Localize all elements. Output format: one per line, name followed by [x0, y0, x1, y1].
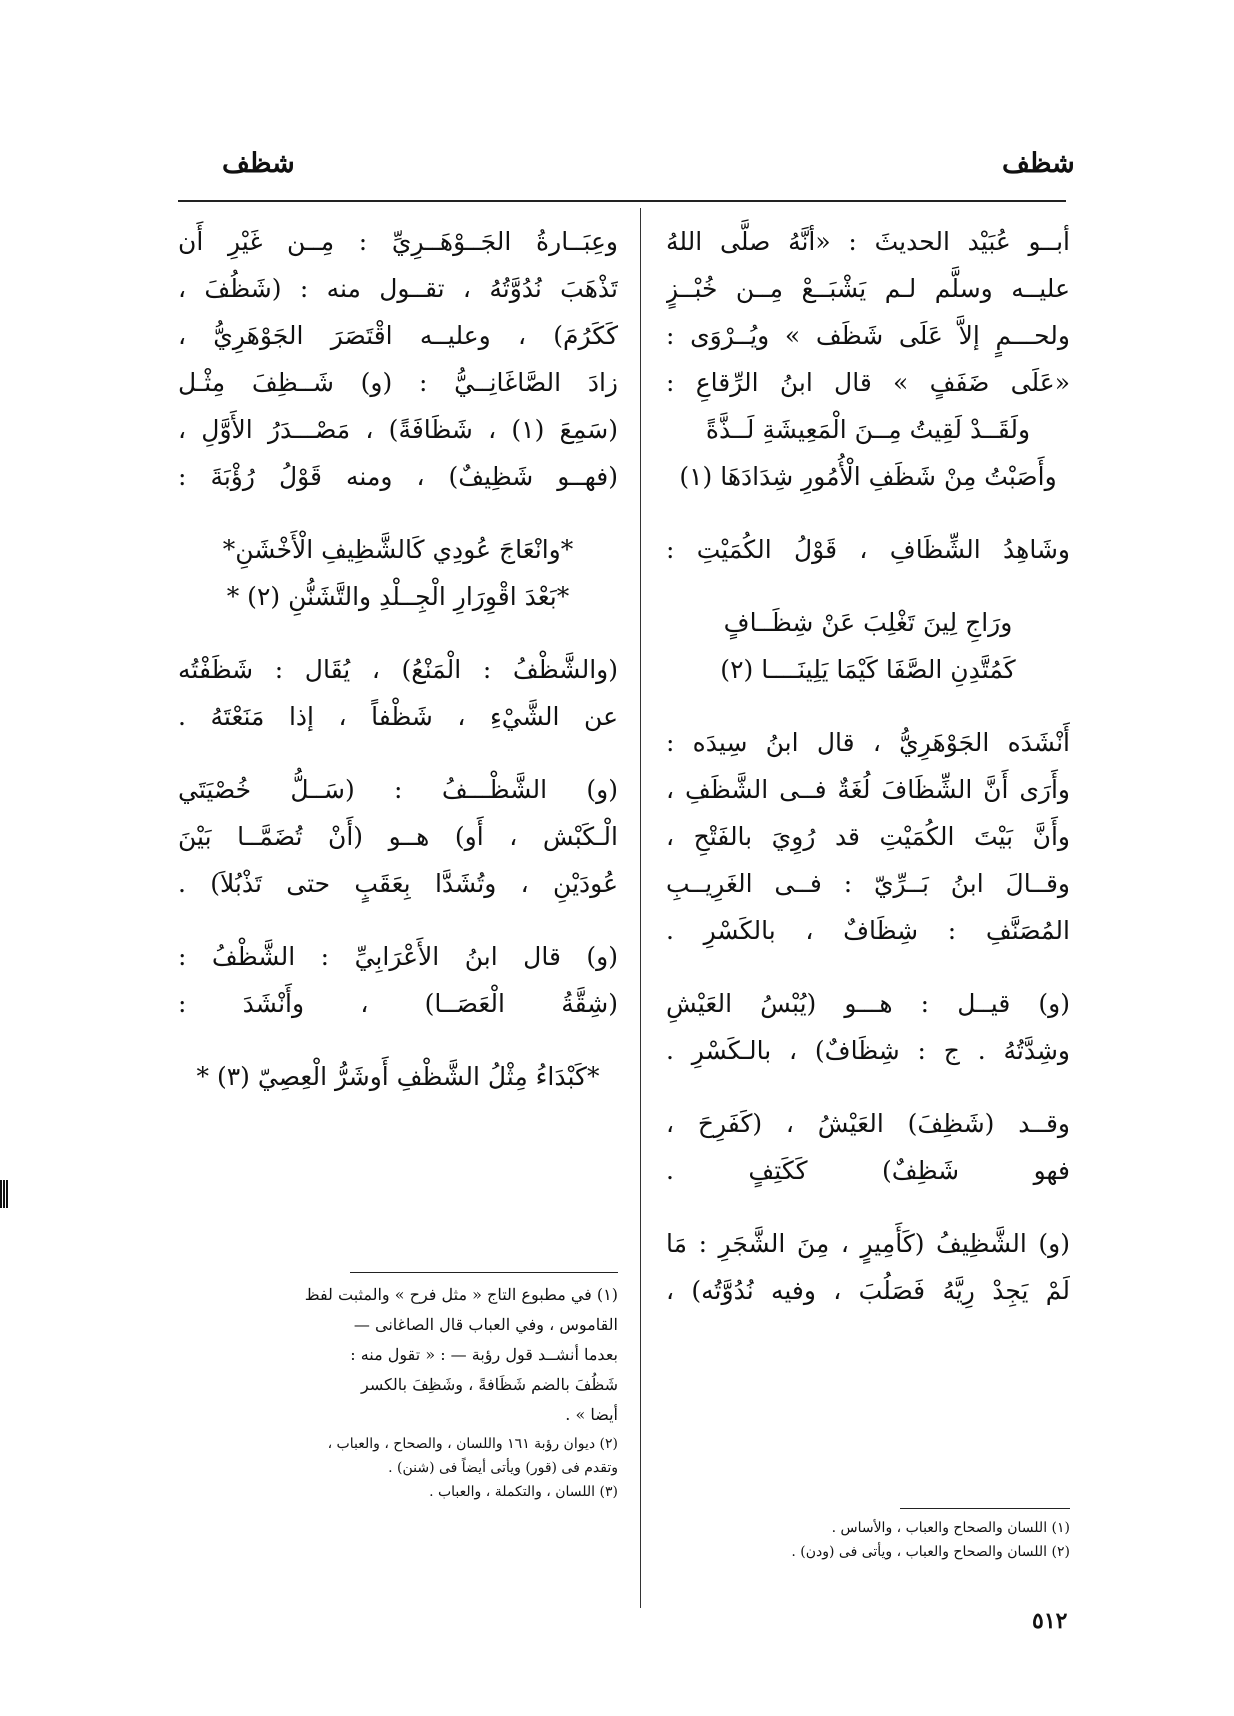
text-line: (و) الشَّظْـــفُ : (سَــلُّ خُصْيَتَي: [178, 775, 618, 804]
footnote-line: (٣) اللسان ، والتكملة ، والعباب .: [429, 1484, 618, 1500]
footnotes-right: [666, 1516, 1070, 1564]
footnote-rule-right: [900, 1508, 1070, 1509]
page-number: ٥١٢: [1032, 1608, 1068, 1634]
footnote-line: شَظُفَ بالضم شَظَافةً ، وشَظِفَ بالكسر: [360, 1375, 618, 1394]
text-line: الْـكَبْش ، أَو) هــو (أَنْ تُضَمَّــا بَيْنَ: [178, 822, 618, 851]
text-line: عُودَيْنِ ، وتُشَدَّا بِعَقَبٍ حتى تَذْبُلاَ) .: [178, 869, 618, 898]
text-line: عليــه وسلَّم لـم يَشْبَــعْ مِــن خُبْــزٍ: [666, 274, 1070, 303]
footnotes-left-2: [178, 1432, 618, 1504]
text-line: «عَلَى ضَفَفٍ » قال ابنُ الرِّقاعِ :: [666, 368, 1070, 397]
text-line: أبــو عُبَيْد الحديثَ : «أنَّهُ صلَّى اللهُ: [666, 227, 1070, 256]
text-line: أَنْشَدَه الجَوْهَرِيُّ ، قال ابنُ سِيدَه :: [666, 728, 1070, 757]
text-line: تَذْهَبَ نُدُوَّتُهُ ، تقــول منه : (شَظُفَ ،: [178, 274, 618, 303]
footnote-line: أيضا » .: [565, 1405, 618, 1424]
text-line: (سَمِعَ (١) ، شَظَافَةً) ، مَصْـــدَرُ الأَوَّلِ ،: [178, 415, 618, 444]
footnote-line: (٢) ديوان رؤبة ١٦١ واللسان ، والصحاح ، والعباب ،: [327, 1436, 618, 1452]
text-line: (و) الشَّظِيفُ (كَأَمِيرٍ ، مِنَ الشَّجَرِ : مَا: [666, 1229, 1070, 1258]
left-column: [178, 218, 618, 1100]
text-line: المُصَنَّفِ : شِظَافٌ ، بالكَسْرِ .: [666, 916, 1070, 945]
text-line: كَكَرُمَ) ، وعليــه اقْتَصَرَ الجَوْهَرِيُّ ،: [178, 321, 618, 350]
verse-line: *وانْعَاجَ عُودِي كَالشَّظِيفِ الْأَخْشَنِ*: [222, 535, 574, 564]
footnote-line: بعدما أنشــد قول رؤبة — : « تقول منه :: [350, 1345, 618, 1364]
verse-line: وأَصَبْتُ مِنْ شَظَفِ الْأُمُورِ شِدَادَهَا (١): [679, 462, 1057, 491]
footnote-line: (١) اللسان والصحاح والعباب ، والأساس .: [831, 1520, 1070, 1536]
verse-line: كَمُتَّدِنِ الصَّفَا كَيْمَا يَلِينَــــا (٢): [720, 655, 1016, 684]
binding-edge-marks: [0, 1180, 8, 1208]
verse-line: ولَقَــدْ لَقِيتُ مِــنَ الْمَعِيشَةِ لَــذَّةً: [705, 415, 1031, 444]
footnote-line: وتقدم فى (قور) ويأتى أيضاً فى (شنن) .: [388, 1460, 618, 1476]
footnote-line: القاموس ، وفي العباب قال الصاغانى —: [353, 1315, 618, 1334]
text-line: فهو شَظِفٌ) كَكَتِفٍ .: [666, 1156, 1070, 1185]
text-line: (شِقَّةُ الْعَصَــا) ، وأَنْشَدَ :: [178, 989, 618, 1018]
text-line: (والشَّظْفُ : الْمَنْعُ) ، يُقَال : شَظَفْتُه: [178, 655, 618, 684]
verse-line: *كَبْدَاءُ مِثْلُ الشَّظْفِ أَوشَرُّ الْعِصِيّ (٣) *: [196, 1062, 600, 1091]
text-line: وقــد (شَظِفَ) العَيْشُ ، (كَفَرِحَ ،: [666, 1109, 1070, 1138]
footnote-line: (٢) اللسان والصحاح والعباب ، ويأتى فى (ودن) .: [791, 1544, 1070, 1560]
text-line: وقــالَ ابنُ بَــرِّيّ : فــى الغَرِيــبِ: [666, 869, 1070, 898]
footnote-rule-left: [350, 1272, 618, 1273]
text-line: زادَ الصَّاغَانِــيُّ : (و) شَــظِفَ مِثْـل: [178, 368, 618, 397]
verse-line: *بَعْدَ اقْوِرَارِ الْجِــلْدِ والتَّشَنُّنِ (٢) *: [226, 582, 570, 611]
text-line: وعِبَــارةُ الجَــوْهَــرِيِّ : مِــن غَيْرِ أَن: [178, 227, 618, 256]
text-line: لَمْ يَجِدْ رِيَّهُ فَصَلُبَ ، وفيه نُدُوَّتُه) ،: [666, 1276, 1070, 1305]
text-line: (فهــو شَظِيفٌ) ، ومنه قَوْلُ رُؤْبَةَ :: [178, 462, 618, 491]
column-separator: [640, 208, 641, 1608]
text-line: وشَاهِدُ الشِّظَافِ ، قَوْلُ الكُمَيْتِ :: [666, 535, 1070, 564]
text-line: ولحـــمٍ إلاَّ عَلَى شَظَف » ويُــرْوَى :: [666, 321, 1070, 350]
right-column: [666, 218, 1070, 1314]
text-line: (و) قيــل : هـــو (يُبْسُ العَيْشِ: [666, 989, 1070, 1018]
text-line: وأَرَى أَنَّ الشِّظَافَ لُغَةٌ فــى الشَّظَفِ ،: [666, 775, 1070, 804]
header-rule: [178, 200, 1066, 202]
text-line: وشِدَّتُهُ . ج : شِظَافٌ) ، بالـكَسْرِ .: [666, 1036, 1070, 1065]
verse-line: ورَاجِ لِينَ تَغْلِبَ عَنْ شِظَــافٍ: [723, 608, 1013, 637]
running-header-right: شظف: [1002, 148, 1075, 179]
text-line: وأَنَّ بَيْتَ الكُمَيْتِ قد رُوِيَ بالفَتْحِ ،: [666, 822, 1070, 851]
running-header-left: شظف: [222, 148, 295, 179]
text-line: (و) قال ابنُ الأَعْرَابِيِّ : الشَّظْفُ :: [178, 942, 618, 971]
footnotes-left: [178, 1280, 618, 1430]
text-line: عن الشَّيْءِ ، شَظْفاً ، إذا مَنَعْتَهُ .: [178, 702, 618, 731]
footnote-line: (١) في مطبوع التاج « مثل فرح » والمثبت لفظ: [304, 1285, 618, 1304]
